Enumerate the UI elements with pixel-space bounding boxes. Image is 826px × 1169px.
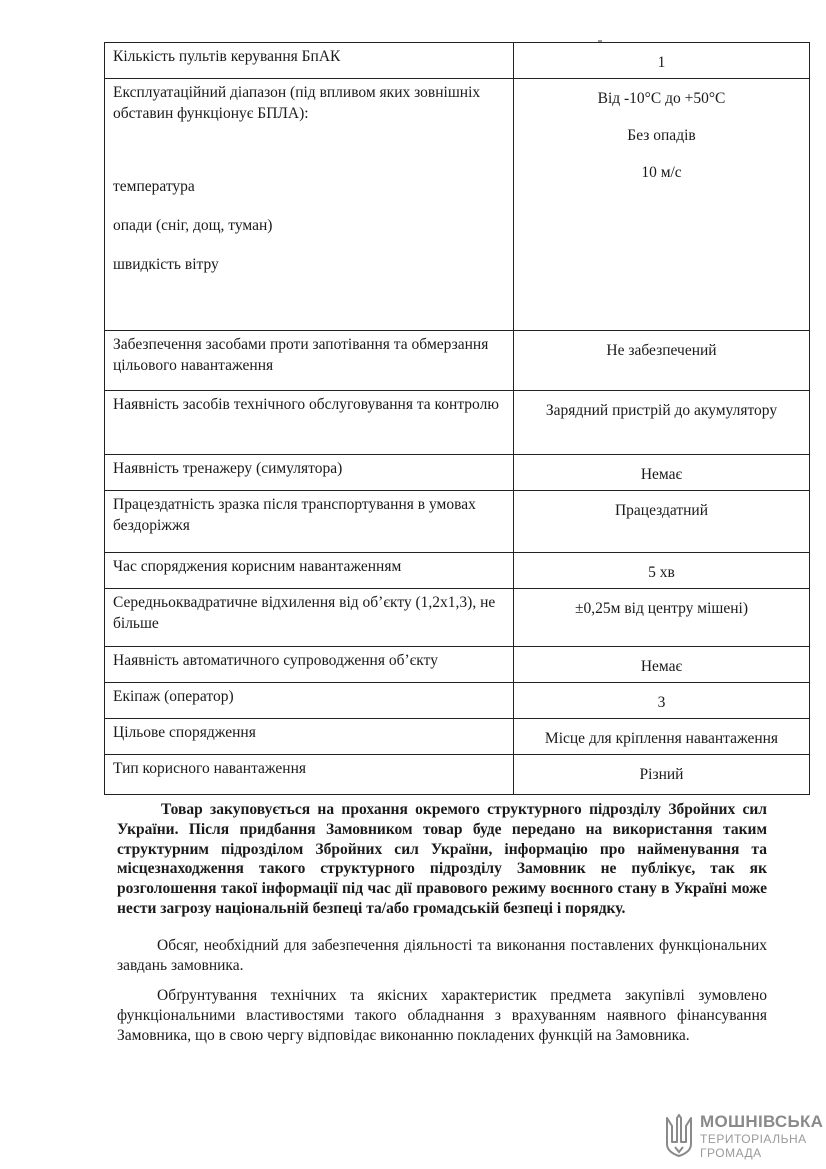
- row-label: Працездатність зразка після транспортування в умовах бездоріжжя: [105, 490, 514, 552]
- trident-icon: [664, 1114, 694, 1160]
- row-label: Забезпечення засобами проти запотівання та обмерзання цільового навантаження: [105, 330, 514, 390]
- row-label: Наявність тренажеру (симулятора): [105, 454, 514, 490]
- spec-table: [104, 42, 810, 795]
- volume-paragraph: Обсяг, необхідний для забезпечення діяльності та виконання поставлених функціональних завдань замовника.: [117, 937, 767, 974]
- table-row: [105, 682, 810, 718]
- table-row: [105, 646, 810, 682]
- row-label: Наявність засобів технічного обслуговування та контролю: [105, 390, 514, 454]
- table-row: [105, 718, 810, 754]
- table-row: [105, 454, 810, 490]
- table-row: [105, 754, 810, 794]
- row-label-cell: [105, 78, 514, 330]
- row-value: 1: [514, 43, 810, 79]
- table-row: [105, 43, 810, 79]
- table-row: [105, 390, 810, 454]
- logo-line-2: ГРОМАДА: [700, 1146, 762, 1160]
- row-value: Зарядний пристрій до акумулятору: [514, 390, 810, 454]
- sub-value-temperature: Від -10°С до +50°С: [597, 89, 726, 107]
- justification-paragraph: Обґрунтування технічних та якісних характеристик предмета закупівлі зумовлено функціональними властивостями такого обладнання з врахуванням наявного фінансування Замовника, що в свою чергу відповідає виконанню покладених функцій на Замовника.: [117, 987, 767, 1044]
- row-label: Час споряджения корисним навантаженням: [105, 552, 514, 588]
- row-label: Наявність автоматичного супроводження об’єкту: [105, 646, 514, 682]
- table-row: [105, 330, 810, 390]
- row-value: Не забезпечений: [514, 330, 810, 390]
- row-label: Екіпаж (оператор): [105, 682, 514, 718]
- community-logo: [664, 1112, 824, 1160]
- notice-paragraph: Товар закуповується на прохання окремого структурного підрозділу Збройних сил України. Після придбання Замовником товар буде передано на використання таким структурним підрозділом Збройних сил України, інформацію про найменування та місцезнаходження такого структурного підрозділу Замовник не публікує, так як розголошення такої інформації під час дії правового режиму воєнного стану в Україні може нести загрозу національній безпеці та/або громадській безпеці і порядку.: [117, 801, 767, 918]
- table-row: [105, 552, 810, 588]
- sub-label-temperature: температура: [113, 177, 195, 195]
- logo-line-1: ТЕРИТОРІАЛЬНА: [700, 1132, 807, 1146]
- table-row: [105, 490, 810, 552]
- sub-label-wind-speed: швидкість вітру: [113, 255, 219, 273]
- row-label: Тип корисного навантаження: [105, 754, 514, 794]
- row-value: 5 хв: [514, 552, 810, 588]
- row-value: Різний: [514, 754, 810, 794]
- table-row-operating-range: [105, 78, 810, 330]
- table-row: [105, 588, 810, 646]
- row-label: Кількість пультів керування БпАК: [105, 43, 514, 79]
- row-value: 3: [514, 682, 810, 718]
- sub-label-precipitation: опади (сніг, дощ, туман): [113, 216, 273, 234]
- row-value: Місце для кріплення навантаження: [514, 718, 810, 754]
- logo-title: МОШНІВСЬКА: [700, 1112, 824, 1131]
- row-label: Експлуатаційний діапазон (під впливом яких зовнішніх обставин функціонує БПЛА):: [113, 83, 481, 122]
- row-value: ±0,25м від центру мішені): [514, 588, 810, 646]
- row-value: Працездатний: [514, 490, 810, 552]
- sub-value-precipitation: Без опадів: [627, 126, 696, 144]
- row-value-cell: [514, 78, 810, 330]
- sub-value-wind-speed: 10 м/с: [641, 163, 682, 181]
- row-label: Середньоквадратичне відхилення від об’єкту (1,2х1,3), не більше: [105, 588, 514, 646]
- row-value: Немає: [514, 454, 810, 490]
- row-value: Немає: [514, 646, 810, 682]
- row-label: Цільове спорядження: [105, 718, 514, 754]
